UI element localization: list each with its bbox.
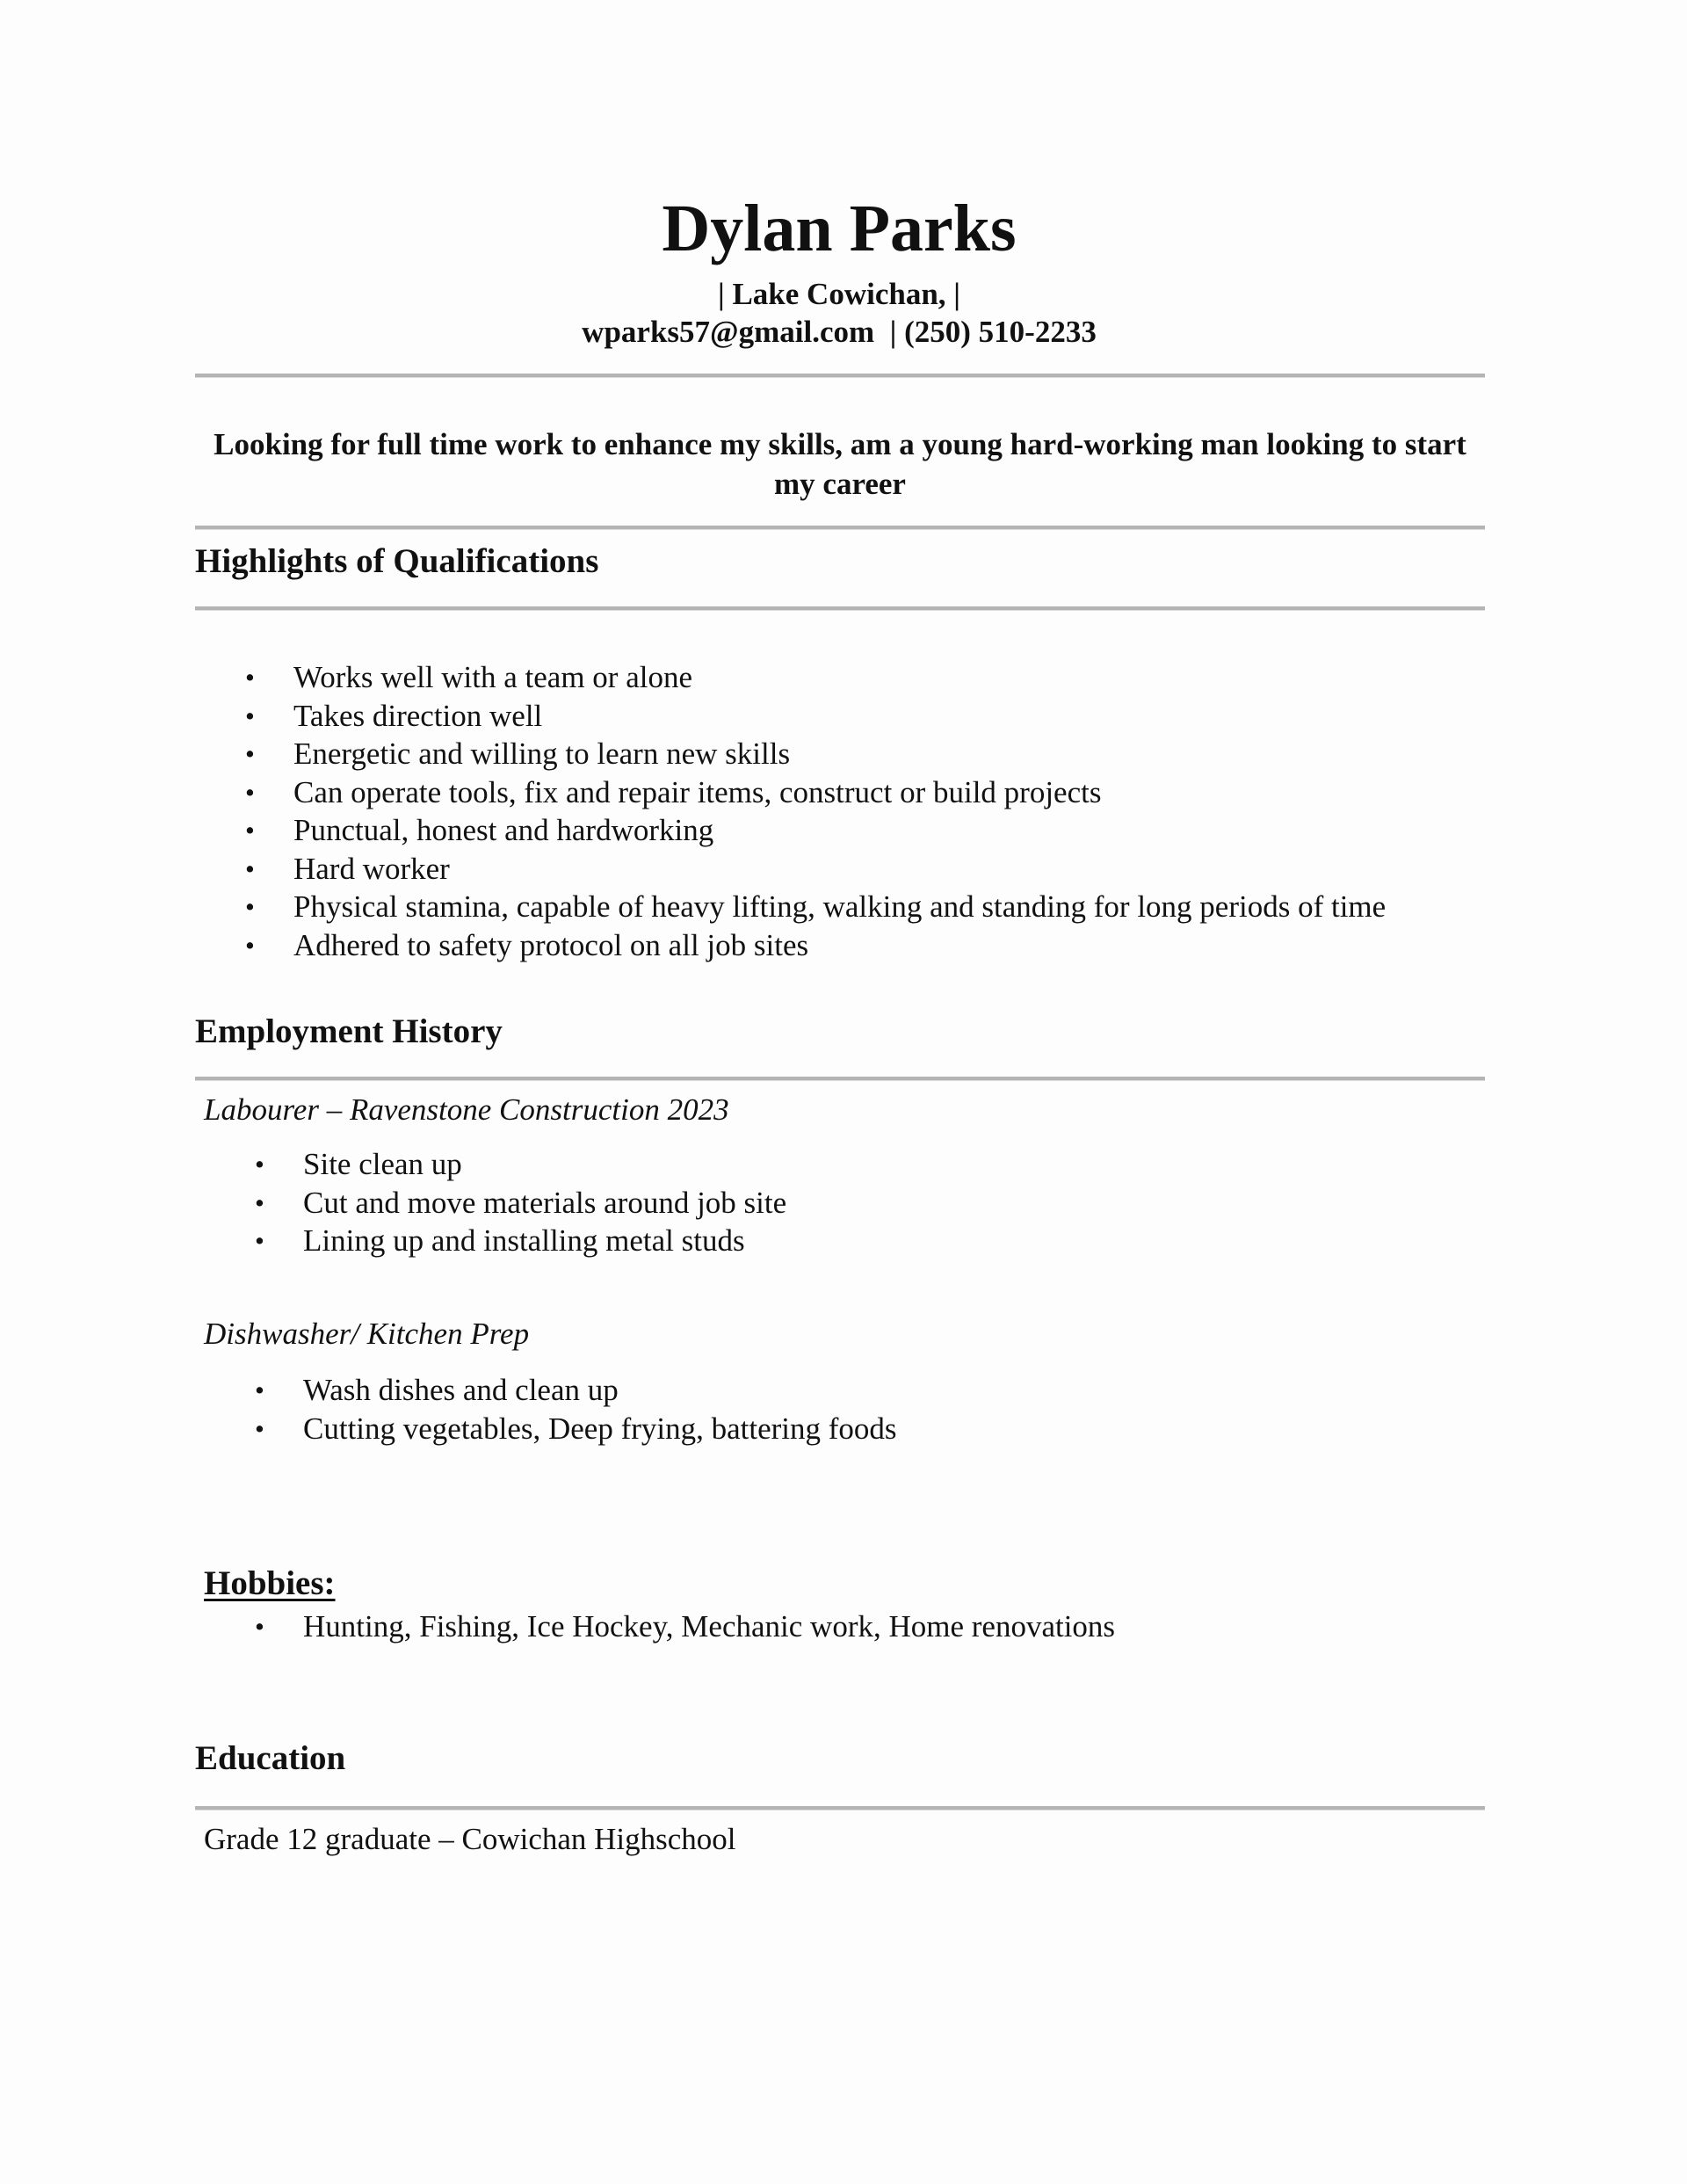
resume-name: Dylan Parks bbox=[662, 192, 1017, 265]
hobbies-heading: Hobbies: bbox=[204, 1564, 336, 1602]
qualifications-list bbox=[245, 658, 1386, 964]
list-item: • Cut and move materials around job site bbox=[255, 1184, 786, 1223]
location-line: | Lake Cowichan, | bbox=[717, 277, 960, 311]
list-item: • Punctual, honest and hardworking bbox=[245, 811, 1386, 850]
list-item: • Works well with a team or alone bbox=[245, 658, 1386, 697]
list-item: • Lining up and installing metal studs bbox=[255, 1222, 786, 1260]
divider-header bbox=[195, 374, 1485, 377]
list-item: • Energetic and willing to learn new skills bbox=[245, 735, 1386, 773]
divider-education bbox=[195, 1806, 1485, 1810]
email-text: wparks57@gmail.com bbox=[582, 315, 875, 349]
list-item: • Adhered to safety protocol on all job sites bbox=[245, 926, 1386, 965]
divider-employment bbox=[195, 1077, 1485, 1080]
list-item: • Wash dishes and clean up bbox=[255, 1371, 897, 1410]
phone-text: | (250) 510-2233 bbox=[889, 315, 1097, 349]
divider-qualifications bbox=[195, 606, 1485, 610]
list-item: • Hard worker bbox=[245, 850, 1386, 889]
hobbies-list bbox=[255, 1607, 1115, 1646]
list-item: • Hunting, Fishing, Ice Hockey, Mechanic work, Home renovations bbox=[255, 1607, 1115, 1646]
employment-heading: Employment History bbox=[195, 1012, 503, 1050]
job-duties-list bbox=[255, 1145, 786, 1260]
job-title: Dishwasher/ Kitchen Prep bbox=[204, 1317, 530, 1351]
job-duties-list bbox=[255, 1371, 897, 1448]
contact-line bbox=[0, 316, 1678, 347]
list-item: • Takes direction well bbox=[245, 697, 1386, 736]
divider-objective bbox=[195, 526, 1485, 529]
job-title: Labourer – Ravenstone Construction 2023 bbox=[204, 1092, 729, 1127]
list-item: • Physical stamina, capable of heavy lifting, walking and standing for long periods of time bbox=[245, 888, 1386, 926]
list-item: • Cutting vegetables, Deep frying, battering foods bbox=[255, 1410, 897, 1448]
qualifications-heading: Highlights of Qualifications bbox=[195, 542, 599, 580]
objective-statement: Looking for full time work to enhance my skills, am a young hard-working man looking to start my career bbox=[214, 427, 1466, 501]
education-entry: Grade 12 graduate – Cowichan Highschool bbox=[204, 1822, 736, 1856]
list-item: • Site clean up bbox=[255, 1145, 786, 1184]
education-heading: Education bbox=[195, 1739, 346, 1777]
list-item: • Can operate tools, fix and repair items, construct or build projects bbox=[245, 773, 1386, 812]
